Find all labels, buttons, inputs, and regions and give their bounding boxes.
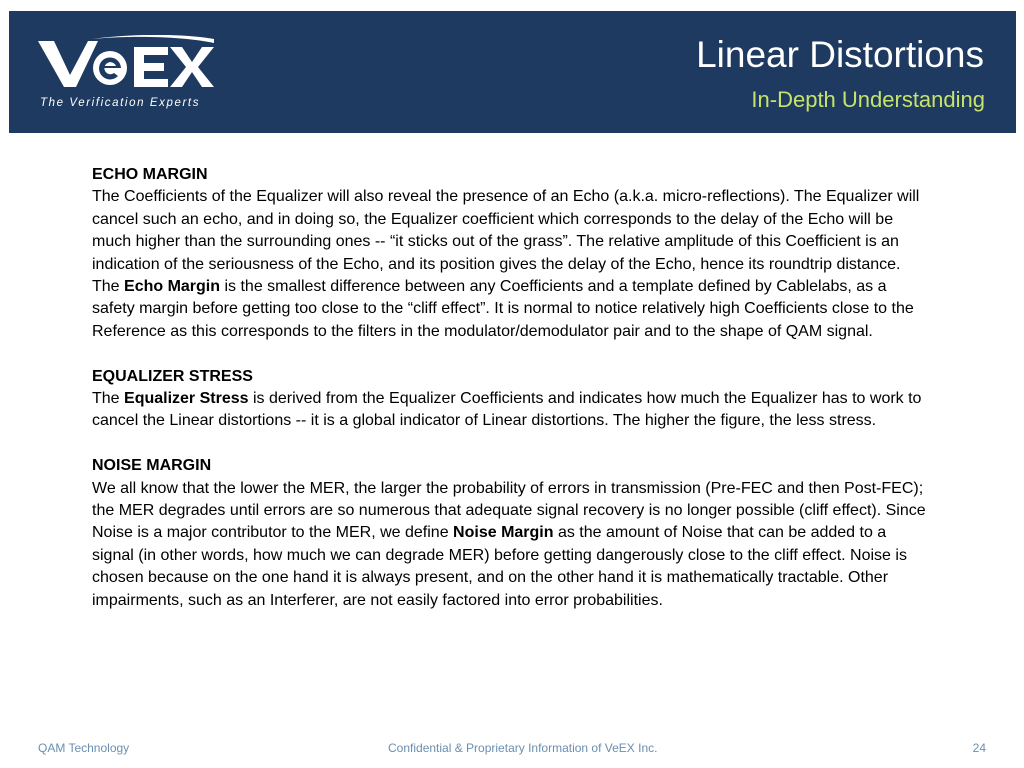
- text-run: The Coefficients of the Equalizer will also reveal the presence of an Echo (a.k.a. micro-reflections). The Equalizer will cancel such an echo, and in doing so, the Equalizer coefficient which corresponds to the delay of the Echo will be much higher than the surrounding ones -- “it sticks out of the grass”. The relative amplitude of this Coefficient is an indication of the seriousness of the Echo, and its position gives the delay of the Echo, hence its roundtrip distance. The: [92, 188, 920, 296]
- bold-term: Equalizer Stress: [124, 390, 249, 408]
- text-run: The: [92, 390, 125, 408]
- bold-term: Noise Margin: [453, 524, 554, 542]
- text-run: is derived from the Equalizer Coefficients and indicates how much the Equalizer has to work to cancel the Linear distortions -- it is a global indicator of Linear distortions. The higher the figure, the less stress.: [92, 390, 922, 430]
- section-noise-margin: [92, 455, 932, 612]
- section-title: NOISE MARGIN: [92, 457, 212, 475]
- section-echo-margin: [92, 164, 932, 343]
- page-number: 24: [972, 741, 986, 755]
- page-title: Linear Distortions: [696, 34, 984, 75]
- header-banner: [9, 11, 1016, 133]
- footer-left-text: QAM Technology: [38, 741, 130, 755]
- text-run: We all know that the lower the MER, the larger the probability of errors in transmission (Pre-FEC and then Post-FEC); the MER degrades until errors are so numerous that adequate signal recovery is no longer possible (cliff effect). Since Noise is a major contributor to the MER, we define: [92, 479, 926, 542]
- logo-tagline: The Verification Experts: [40, 97, 201, 109]
- section-paragraph: [92, 186, 932, 343]
- section-paragraph: [92, 478, 932, 612]
- text-run: as the amount of Noise that can be added to a signal (in other words, how much we can degrade MER) before getting dangerously close to the cliff effect. Noise is chosen because on the one hand it is always present, and on the other hand it is mathematically tractable. Other impairments, such as an Interferer, are not easily factored into error probabilities.: [92, 524, 907, 609]
- section-title: EQUALIZER STRESS: [92, 367, 253, 385]
- text-run: is the smallest difference between any Coefficients and a template defined by Cablelabs, as a safety margin before getting too close to the “cliff effect”. It is normal to notice relatively high Coefficients close to the Reference as this corresponds to the filters in the modulator/demodulator pair and to the shape of QAM signal.: [92, 278, 914, 340]
- section-paragraph: [92, 388, 932, 433]
- body-content: [92, 164, 932, 612]
- bold-term: Echo Margin: [124, 278, 221, 296]
- section-title: ECHO MARGIN: [92, 166, 208, 183]
- footer-confidential-text: Confidential & Proprietary Information of VeEX Inc.: [388, 741, 658, 755]
- section-equalizer-stress: [92, 366, 932, 433]
- page-subtitle: In-Depth Understanding: [751, 87, 985, 112]
